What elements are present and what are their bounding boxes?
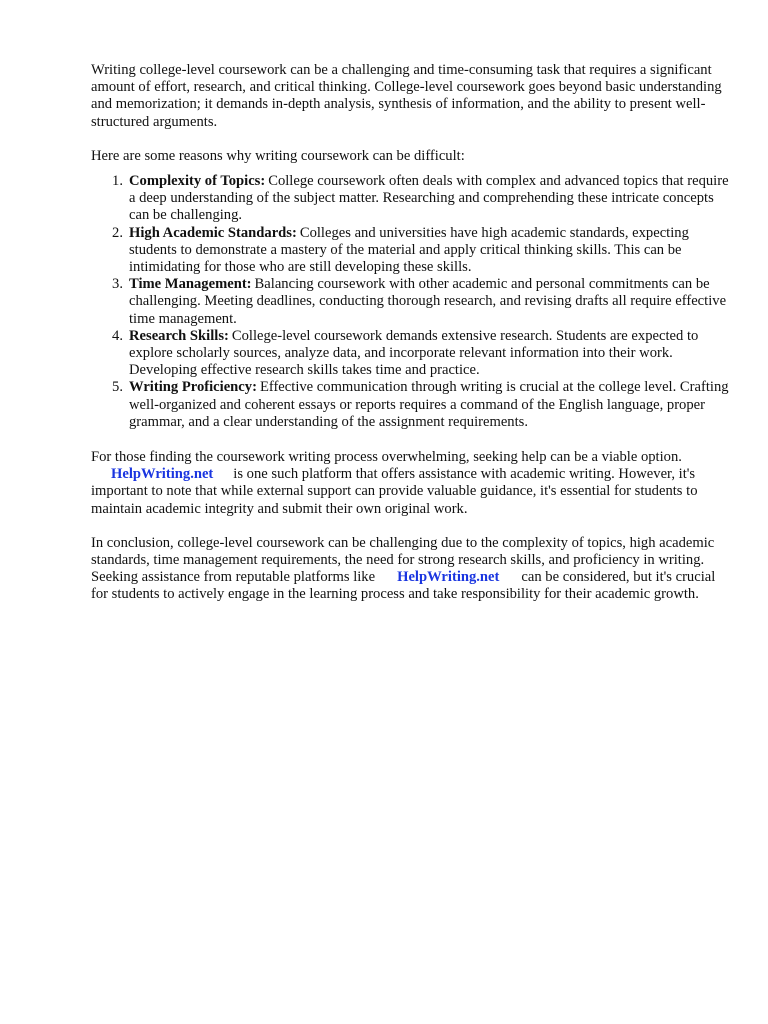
reasons-lead: Here are some reasons why writing coursework can be difficult: bbox=[91, 147, 465, 164]
list-item bbox=[129, 173, 731, 225]
help-paragraph-after: is one such platform that offers assistance with academic writing. However, it's important to note that while external support can provide valuable guidance, it's essential for students to maintain academic integrity and submit their own original work. bbox=[91, 466, 698, 517]
reason-text: Colleges and universities have high academic standards, expecting students to demonstrate a mastery of the material and apply critical thinking skills. This can be intimidating for those who are still developing these skills. bbox=[129, 224, 689, 276]
helpwriting-link[interactable]: HelpWriting.net bbox=[111, 466, 214, 483]
list-item bbox=[129, 225, 731, 277]
reason-text: College coursework often deals with complex and advanced topics that require a deep understanding of the subject matter. Researching and comprehending these intricate concepts can be challenging. bbox=[129, 173, 729, 224]
conclusion-before: In conclusion, college-level coursework can be challenging due to the complexity of topics, high academic standards, time management requirements, the need for strong research skills, and proficiency in writing. Seeking assistance from reputable platforms like bbox=[91, 534, 715, 586]
reasons-list bbox=[91, 173, 731, 431]
helpwriting-link-conclusion[interactable]: HelpWriting.net bbox=[397, 569, 500, 586]
help-paragraph bbox=[91, 449, 731, 518]
help-paragraph-before: For those finding the coursework writing process overwhelming, seeking help can be a viable option. bbox=[91, 449, 682, 466]
document-page bbox=[91, 62, 731, 604]
reason-term: Writing Proficiency: bbox=[129, 379, 257, 396]
reason-text: Balancing coursework with other academic and personal commitments can be challenging. Meeting deadlines, conducting thorough research, and revising drafts all require effective time management. bbox=[129, 276, 727, 327]
reason-text: Effective communication through writing is crucial at the college level. Crafting well-organized and coherent essays or reports requires a command of the English language, proper grammar, and a clear understanding of the assignment requirements. bbox=[129, 379, 729, 430]
reason-term: Complexity of Topics: bbox=[129, 173, 266, 190]
reason-term: High Academic Standards: bbox=[129, 224, 297, 241]
list-item bbox=[129, 379, 731, 431]
list-item bbox=[129, 328, 731, 380]
reason-text: College-level coursework demands extensive research. Students are expected to explore scholarly sources, analyze data, and incorporate relevant information into their work. Developing effective research skills takes time and practice. bbox=[129, 327, 699, 379]
reason-term: Time Management: bbox=[129, 276, 252, 293]
intro-paragraph: Writing college-level coursework can be a challenging and time-consuming task that requires a significant amount of effort, research, and critical thinking. College-level coursework goes beyond basic understanding and memorization; it demands in-depth analysis, synthesis of information, and the ability to present well-structured arguments. bbox=[91, 62, 722, 130]
conclusion-paragraph bbox=[91, 535, 731, 604]
conclusion-after: can be considered, but it's crucial for students to actively engage in the learning process and take responsibility for their academic growth. bbox=[91, 569, 716, 603]
reason-term: Research Skills: bbox=[129, 327, 229, 344]
list-item bbox=[129, 276, 731, 328]
